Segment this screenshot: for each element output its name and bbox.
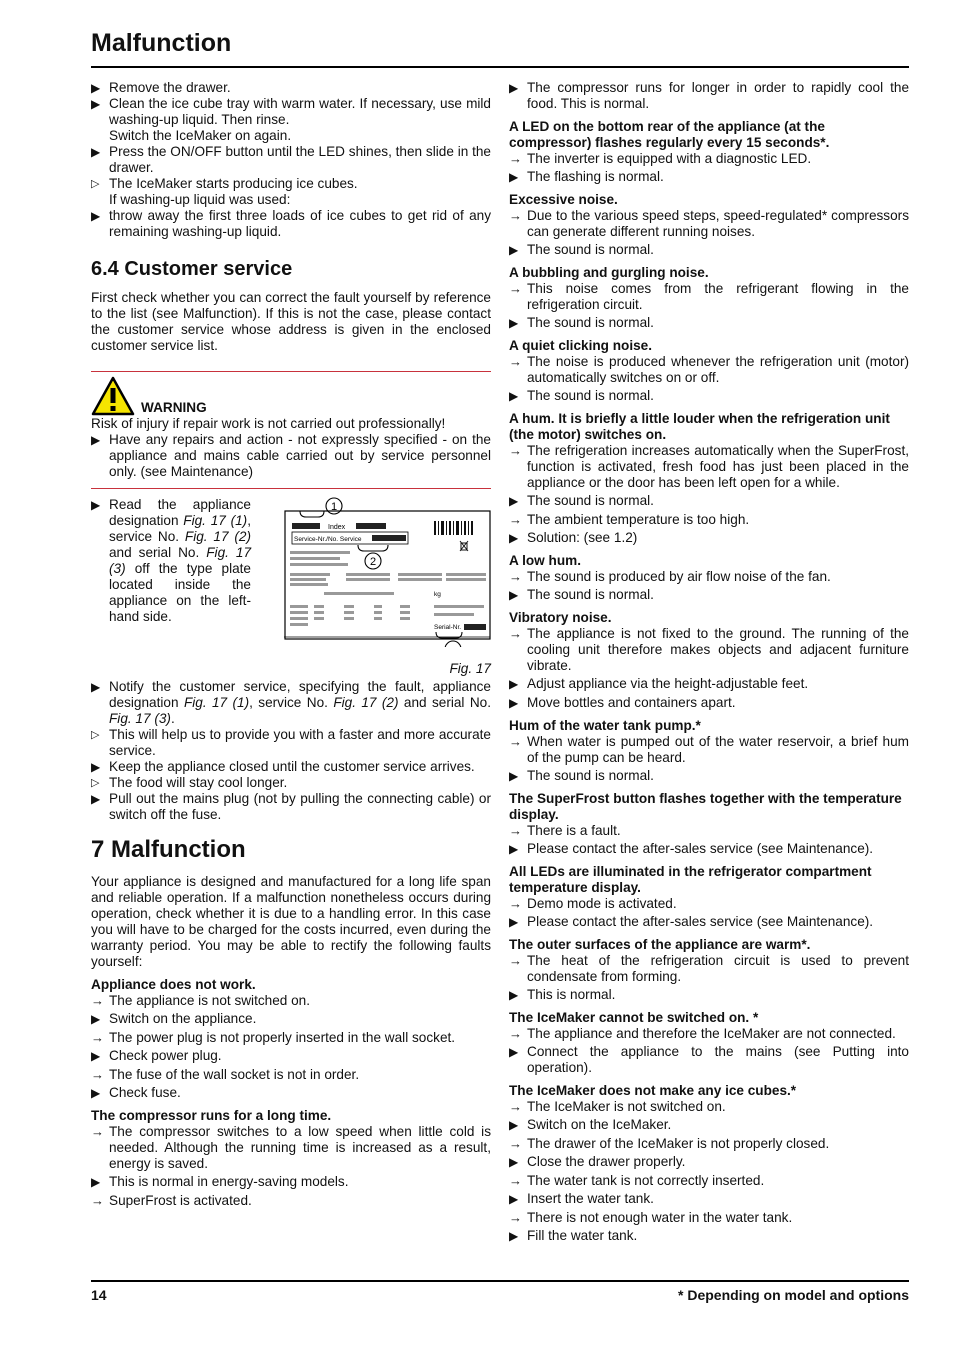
type-plate-image [284,497,491,647]
item-text: This noise comes from the refrigerant flowing in the refrigeration circuit. [527,281,909,312]
list-item [509,493,909,509]
list-item [509,987,909,1003]
page-title: Malfunction [91,29,232,57]
item-text [109,775,491,791]
item-text: Press the ON/OFF button until the LED shines, then slide in the drawer. [109,144,491,175]
action-marker-icon: ▶ [509,588,519,602]
text-part: This will help us to provide you with a faster and more accurate service. [109,727,491,758]
fig-index-label: Index [328,524,346,531]
cause-item [509,1136,909,1152]
text-part: Fig. 17 (1) [183,513,248,528]
customer-service-text: First check whether you can correct the fault yourself by reference to the list (see Malfunction). If this is not the case, please contact the customer service whose address is given in the enclosed customer service list. [91,290,491,353]
item-text: Fill the water tank. [527,1228,638,1243]
list-item [91,1048,491,1064]
arrow-icon: → [509,151,522,166]
action-marker-icon: ▶ [509,677,519,691]
item-text: The flashing is normal. [527,169,664,184]
action-marker-icon: ▶ [91,97,101,111]
cause-item [509,1173,909,1189]
item-text: Remove the drawer. [109,80,231,95]
action-marker-icon: ▶ [509,494,519,508]
left-fault-list [91,977,491,1209]
text-part: , service No. [249,695,334,710]
cause-item [509,569,909,585]
arrow-icon: → [509,953,522,968]
spacer [91,128,109,144]
text-part: off the type plate located inside the appliance on the left-hand side. [109,561,251,624]
item-text: The appliance is not switched on. [109,993,311,1008]
text-part: Fig. 17 (3) [109,711,171,726]
fault-heading: All LEDs are illuminated in the refrigerator compartment temperature display. [509,864,872,895]
action-marker-icon: ▶ [509,1155,519,1169]
arrow-icon: → [509,1099,522,1114]
fault-heading: A hum. It is briefly a little louder when the refrigeration unit (the motor) switches on. [509,411,890,442]
fault-heading: The outer surfaces of the appliance are warm*. [509,937,811,952]
item-text: Connect the appliance to the mains (see Putting into operation). [527,1044,909,1075]
list-item [509,1044,909,1076]
spacer [91,192,109,208]
warning-item-text: Have any repairs and action - not expressly specified - on the appliance and mains cable carried out by service personnel only. (see Maintenance) [109,432,491,479]
cause-item [91,1067,491,1083]
list-item [91,208,491,240]
item-text: Please contact the after-sales service (see Maintenance). [527,914,874,929]
item-text: The water tank is not correctly inserted. [527,1173,765,1188]
warning-rule-top [91,371,491,372]
fault-heading: Excessive noise. [509,192,618,207]
fig-service-label: Service-Nr./No. Service [294,536,362,543]
item-text: There is not enough water in the water tank. [527,1210,793,1225]
result-item [91,775,491,791]
arrow-icon: → [509,208,522,223]
item-text: The sound is normal. [527,388,654,403]
arrow-icon: → [91,1067,104,1082]
cause-item [91,993,491,1009]
warning-rule-bottom [91,488,491,489]
list-item [509,841,909,857]
footer-note: * Depending on model and options [678,1287,909,1303]
list-item [91,80,491,96]
arrow-icon: → [509,512,522,527]
cause-item [509,354,909,386]
item-text [109,791,491,823]
item-text: Due to the various speed steps, speed-regulated* compressors can generate different running noises. [527,208,909,239]
arrow-icon: → [509,569,522,584]
cause-item [509,208,909,240]
item-text: The sound is normal. [527,493,654,508]
right-column [509,80,909,1247]
text-part: Read the appliance designation [109,497,251,528]
list-item [91,96,491,128]
list-item [509,530,909,546]
item-text: The sound is normal. [527,242,654,257]
item-text: Switch the IceMaker on again. [109,128,292,143]
action-marker-icon: ▶ [91,145,101,159]
fig-serial-label: Serial-Nr. [434,624,462,631]
action-marker-icon: ▶ [91,1012,101,1026]
arrow-icon: → [509,1136,522,1151]
arrow-icon: → [509,896,522,911]
after-figure-steps [91,679,491,823]
item-text: Solution: (see 1.2) [527,530,638,545]
text-part: and serial No. [109,545,207,560]
item-text: Clean the ice cube tray with warm water. If necessary, use mild washing-up liquid. Then rinse. [109,96,491,127]
list-item [91,759,491,775]
result-item [91,176,491,192]
action-marker-icon: ▶ [509,1045,519,1059]
arrow-icon: → [509,734,522,749]
list-item [509,1154,909,1170]
result-item [91,727,491,759]
item-text: The compressor runs for longer in order to rapidly cool the food. This is normal. [527,80,909,111]
item-text: The compressor switches to a low speed when little cold is needed. Although the running time is increased as a result, energy is saved. [109,1124,491,1171]
action-marker-icon: ▶ [509,915,519,929]
action-marker-icon: ▶ [91,1049,101,1063]
item-text: Switch on the IceMaker. [527,1117,672,1132]
text-part: The food will stay cool longer. [109,775,288,790]
item-text [109,759,491,775]
arrow-icon: → [509,823,522,838]
item-text [109,679,491,727]
action-marker-icon: ▶ [509,389,519,403]
figure-caption: Fig. 17 [449,661,491,676]
item-text: Insert the water tank. [527,1191,654,1206]
action-marker-icon: ▶ [509,1118,519,1132]
item-text: The fuse of the wall socket is not in order. [109,1067,360,1082]
arrow-icon: → [509,443,522,458]
text-part: , service No. [109,513,251,544]
item-text: The sound is normal. [527,587,654,602]
page-number: 14 [91,1287,107,1303]
text-part: Keep the appliance closed until the customer service arrives. [109,759,475,774]
list-item [509,388,909,404]
item-text: The power plug is not properly inserted in the wall socket. [109,1030,456,1045]
action-marker-icon: ▶ [91,792,101,806]
cause-item [509,626,909,674]
list-item [509,169,909,185]
arrow-icon: → [91,1030,104,1045]
item-text: Please contact the after-sales service (see Maintenance). [527,841,874,856]
list-item [91,679,491,727]
item-text [109,727,491,759]
text-part: Fig. 17 (3) [109,545,252,576]
footer-rule [91,1280,909,1282]
list-item [509,695,909,711]
list-item [509,242,909,258]
cause-item [509,823,909,839]
fault-heading: Appliance does not work. [91,977,256,992]
result-marker-icon: ▷ [91,729,100,741]
list-item [91,791,491,823]
cause-item [509,896,909,912]
item-text: If washing-up liquid was used: [109,192,291,207]
item-text: The inverter is equipped with a diagnostic LED. [527,151,812,166]
fault-heading: The IceMaker cannot be switched on. * [509,1010,759,1025]
list-item [91,128,491,144]
item-text: When water is pumped out of the water reservoir, a brief hum of the pump can be heard. [527,734,909,765]
fault-heading: A low hum. [509,553,581,568]
cause-item [509,953,909,985]
intro-steps [91,80,491,240]
item-text: This is normal. [527,987,616,1002]
cause-item [509,1099,909,1115]
cause-item [509,1210,909,1226]
text-part: Fig. 17 (2) [184,529,251,544]
fault-heading: The SuperFrost button flashes together with the temperature display. [509,791,902,822]
arrow-icon: → [509,626,522,641]
item-text: Move bottles and containers apart. [527,695,736,710]
cause-item [509,512,909,528]
warning-label: WARNING [141,400,207,415]
warning-item [91,432,491,480]
item-text: The drawer of the IceMaker is not properly closed. [527,1136,830,1151]
arrow-icon: → [509,1173,522,1188]
cause-item [509,281,909,313]
action-marker-icon: ▶ [91,1175,101,1189]
fig-instruction-text [109,497,251,679]
arrow-icon: → [509,1210,522,1225]
action-marker-icon: ▶ [509,696,519,710]
item-text: Check power plug. [109,1048,222,1063]
action-marker-icon: ▶ [509,769,519,783]
item-text: The IceMaker is not switched on. [527,1099,726,1114]
arrow-icon: → [91,1124,104,1139]
cause-item [91,1030,491,1046]
action-marker-icon: ▶ [91,760,101,774]
item-text: The refrigeration increases automatically when the SuperFrost, function is activated, fresh food has just been placed in the appliance or the door has been left open for a while. [527,443,909,490]
item-text: The noise is produced whenever the refrigeration unit (motor) automatically switches on or off. [527,354,909,385]
arrow-icon: → [509,1026,522,1041]
arrow-icon: → [91,1193,104,1208]
fault-heading: The IceMaker does not make any ice cubes.* [509,1083,797,1098]
fig-kg-label: kg [434,591,441,598]
text-part: Fig. 17 (2) [333,695,399,710]
customer-service-heading: 6.4 Customer service [91,258,293,280]
item-text: throw away the first three loads of ice cubes to get rid of any remaining washing-up liquid. [109,208,491,239]
action-marker-icon: ▶ [509,243,519,257]
item-text: This is normal in energy-saving models. [109,1174,349,1189]
list-item [509,676,909,692]
fault-heading: Vibratory noise. [509,610,612,625]
list-item [509,768,909,784]
arrow-icon: → [91,993,104,1008]
arrow-icon: → [509,281,522,296]
cause-item [509,1026,909,1042]
item-text: The sound is produced by air flow noise of the fan. [527,569,831,584]
list-item [509,914,909,930]
text-part: . [170,711,175,726]
fault-heading: A quiet clicking noise. [509,338,653,353]
item-text: Close the drawer properly. [527,1154,686,1169]
fault-heading: A bubbling and gurgling noise. [509,265,709,280]
item-text: SuperFrost is activated. [109,1193,252,1208]
malfunction-heading: 7 Malfunction [91,836,246,863]
text-part: Notify the customer service, specifying the fault, appliance designation [109,679,491,710]
figure-block [91,497,491,679]
warning-header [91,376,491,416]
list-item [509,80,909,112]
cause-item [509,734,909,766]
cause-item [91,1124,491,1172]
item-text: The sound is normal. [527,768,654,783]
malfunction-intro: Your appliance is designed and manufactured for a long life span and reliable operation. If a malfunction nonetheless occurs during operation, check whether it is due to a handling error. In this case you will have to be charged for the costs incurred, even during the warranty period. You may be able to rectify the following faults yourself: [91,874,491,969]
callout-1: 1 [330,501,338,513]
item-text: The sound is normal. [527,315,654,330]
item-text: Switch on the appliance. [109,1011,257,1026]
action-marker-icon: ▶ [509,81,519,95]
action-marker-icon: ▶ [91,498,101,512]
list-item [509,1228,909,1244]
warning-icon [91,376,135,416]
item-text: The heat of the refrigeration circuit is used to prevent condensate from forming. [527,953,909,984]
list-item [509,315,909,331]
action-marker-icon: ▶ [91,81,101,95]
item-text: The appliance and therefore the IceMaker are not connected. [527,1026,896,1041]
text-part: Pull out the mains plug (not by pulling the connecting cable) or switch off the fuse. [109,791,491,822]
right-fault-list [509,80,909,1244]
action-marker-icon: ▶ [509,531,519,545]
fault-heading: The compressor runs for a long time. [91,1108,332,1123]
item-text: Adjust appliance via the height-adjustable feet. [527,676,809,691]
action-marker-icon: ▶ [509,1192,519,1206]
callout-2: 2 [369,556,377,568]
action-marker-icon: ▶ [509,170,519,184]
action-marker-icon: ▶ [509,842,519,856]
cause-item [91,1193,491,1209]
arrow-icon: → [509,354,522,369]
warning-text: Risk of injury if repair work is not carried out professionally! [91,416,446,431]
result-marker-icon: ▷ [91,178,100,190]
list-item [509,1117,909,1133]
action-marker-icon: ▶ [509,316,519,330]
item-text: Demo mode is activated. [527,896,677,911]
fig-instruction [91,497,251,679]
list-item [91,1011,491,1027]
list-item [91,1085,491,1101]
action-marker-icon: ▶ [509,1229,519,1243]
action-marker-icon: ▶ [91,209,101,223]
list-item [91,192,491,208]
list-item [91,1174,491,1190]
cause-item [509,443,909,491]
item-text: The appliance is not fixed to the ground. The running of the cooling unit therefore makes objects and adjacent furniture vibrate. [527,626,909,673]
list-item [509,1191,909,1207]
action-marker-icon: ▶ [91,1086,101,1100]
left-column [91,80,491,1211]
action-marker-icon: ▶ [509,988,519,1002]
text-part: and serial No. [398,695,492,710]
item-text: Check fuse. [109,1085,181,1100]
list-item [91,144,491,176]
item-text: The ambient temperature is too high. [527,512,750,527]
text-part: Fig. 17 (1) [183,695,250,710]
item-text: There is a fault. [527,823,621,838]
header-rule [91,66,909,68]
action-marker-icon: ▶ [91,433,101,447]
cause-item [509,151,909,167]
fault-heading: A LED on the bottom rear of the appliance (at the compressor) flashes regularly every 15 seconds*. [509,119,830,150]
fault-heading: Hum of the water tank pump.* [509,718,701,733]
result-marker-icon: ▷ [91,777,100,789]
list-item [509,587,909,603]
type-plate-figure [284,497,491,679]
action-marker-icon: ▶ [91,680,101,694]
item-text: The IceMaker starts producing ice cubes. [109,176,358,191]
